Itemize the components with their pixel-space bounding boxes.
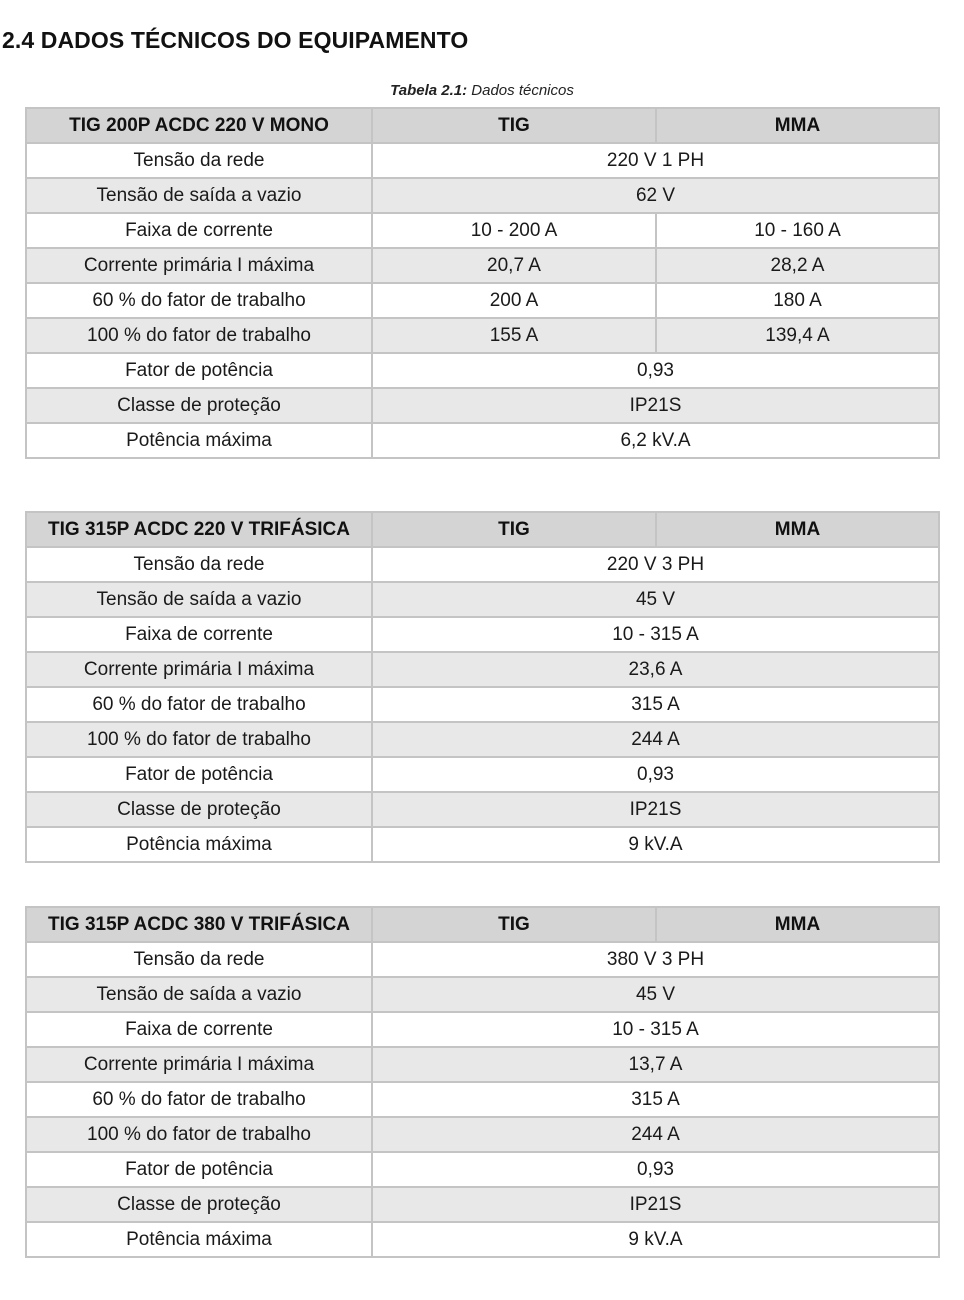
tig-column-header: TIG bbox=[372, 907, 656, 942]
row-label: Tensão de saída a vazio bbox=[26, 582, 372, 617]
table-row bbox=[26, 617, 939, 652]
row-value: 315 A bbox=[372, 687, 939, 722]
row-label: Fator de potência bbox=[26, 1152, 372, 1187]
model-header: TIG 200P ACDC 220 V MONO bbox=[26, 108, 372, 143]
row-label: 100 % do fator de trabalho bbox=[26, 722, 372, 757]
row-value: 244 A bbox=[372, 1117, 939, 1152]
row-label: Faixa de corrente bbox=[26, 213, 372, 248]
row-label: Tensão de saída a vazio bbox=[26, 977, 372, 1012]
row-label: Tensão de saída a vazio bbox=[26, 178, 372, 213]
table-row bbox=[26, 248, 939, 283]
table-row bbox=[26, 143, 939, 178]
table-header-row bbox=[26, 512, 939, 547]
table-row bbox=[26, 827, 939, 862]
mma-column-header: MMA bbox=[656, 907, 939, 942]
row-value: 220 V 3 PH bbox=[372, 547, 939, 582]
row-label: Potência máxima bbox=[26, 423, 372, 458]
row-value-mma: 139,4 A bbox=[656, 318, 939, 353]
table-row bbox=[26, 318, 939, 353]
row-label: Fator de potência bbox=[26, 353, 372, 388]
table-row bbox=[26, 213, 939, 248]
table-row bbox=[26, 178, 939, 213]
table-row bbox=[26, 757, 939, 792]
row-value-mma: 10 - 160 A bbox=[656, 213, 939, 248]
row-label: 100 % do fator de trabalho bbox=[26, 318, 372, 353]
row-label: Fator de potência bbox=[26, 757, 372, 792]
row-label: Tensão da rede bbox=[26, 942, 372, 977]
row-value: 6,2 kV.A bbox=[372, 423, 939, 458]
table-row bbox=[26, 792, 939, 827]
row-value: 9 kV.A bbox=[372, 827, 939, 862]
row-value-tig: 10 - 200 A bbox=[372, 213, 656, 248]
row-value: 45 V bbox=[372, 977, 939, 1012]
row-value: IP21S bbox=[372, 1187, 939, 1222]
table-row bbox=[26, 423, 939, 458]
table-header-row bbox=[26, 108, 939, 143]
row-value: 62 V bbox=[372, 178, 939, 213]
table-row bbox=[26, 652, 939, 687]
table-row bbox=[26, 722, 939, 757]
row-label: Faixa de corrente bbox=[26, 1012, 372, 1047]
row-value-tig: 20,7 A bbox=[372, 248, 656, 283]
table-row bbox=[26, 977, 939, 1012]
spec-table-tig-315p-380v bbox=[25, 906, 940, 1258]
caption-text: Dados técnicos bbox=[467, 82, 574, 99]
table-row bbox=[26, 353, 939, 388]
row-label: 100 % do fator de trabalho bbox=[26, 1117, 372, 1152]
row-label: Potência máxima bbox=[26, 1222, 372, 1257]
table-row bbox=[26, 942, 939, 977]
row-label: Classe de proteção bbox=[26, 1187, 372, 1222]
row-value: IP21S bbox=[372, 792, 939, 827]
row-label: Tensão da rede bbox=[26, 143, 372, 178]
row-value: 9 kV.A bbox=[372, 1222, 939, 1257]
caption-label: Tabela 2.1: bbox=[390, 82, 468, 99]
tig-column-header: TIG bbox=[372, 108, 656, 143]
table-row bbox=[26, 1012, 939, 1047]
table-row bbox=[26, 388, 939, 423]
row-label: 60 % do fator de trabalho bbox=[26, 283, 372, 318]
table-row bbox=[26, 283, 939, 318]
row-value: 244 A bbox=[372, 722, 939, 757]
row-label: Classe de proteção bbox=[26, 792, 372, 827]
spec-table-tig-200p bbox=[25, 107, 940, 459]
table-row bbox=[26, 1082, 939, 1117]
row-value-mma: 28,2 A bbox=[656, 248, 939, 283]
row-value-tig: 200 A bbox=[372, 283, 656, 318]
model-header: TIG 315P ACDC 220 V TRIFÁSICA bbox=[26, 512, 372, 547]
row-value: IP21S bbox=[372, 388, 939, 423]
table-row bbox=[26, 1187, 939, 1222]
row-label: 60 % do fator de trabalho bbox=[26, 687, 372, 722]
table-row bbox=[26, 547, 939, 582]
row-value: 0,93 bbox=[372, 1152, 939, 1187]
row-value: 10 - 315 A bbox=[372, 617, 939, 652]
row-label: Corrente primária I máxima bbox=[26, 248, 372, 283]
table-row bbox=[26, 687, 939, 722]
mma-column-header: MMA bbox=[656, 108, 939, 143]
table-row bbox=[26, 1152, 939, 1187]
row-label: Classe de proteção bbox=[26, 388, 372, 423]
table-row bbox=[26, 1047, 939, 1082]
row-value: 13,7 A bbox=[372, 1047, 939, 1082]
table-caption bbox=[0, 82, 964, 99]
row-label: Corrente primária I máxima bbox=[26, 652, 372, 687]
row-value-mma: 180 A bbox=[656, 283, 939, 318]
row-value: 315 A bbox=[372, 1082, 939, 1117]
row-label: Potência máxima bbox=[26, 827, 372, 862]
row-value-tig: 155 A bbox=[372, 318, 656, 353]
row-value: 220 V 1 PH bbox=[372, 143, 939, 178]
row-value: 45 V bbox=[372, 582, 939, 617]
table-row bbox=[26, 1117, 939, 1152]
section-title: 2.4 DADOS TÉCNICOS DO EQUIPAMENTO bbox=[2, 27, 469, 53]
row-value: 0,93 bbox=[372, 757, 939, 792]
tig-column-header: TIG bbox=[372, 512, 656, 547]
row-value: 23,6 A bbox=[372, 652, 939, 687]
row-value: 10 - 315 A bbox=[372, 1012, 939, 1047]
spec-table-tig-315p-220v bbox=[25, 511, 940, 863]
mma-column-header: MMA bbox=[656, 512, 939, 547]
row-label: Corrente primária I máxima bbox=[26, 1047, 372, 1082]
table-row bbox=[26, 582, 939, 617]
row-label: 60 % do fator de trabalho bbox=[26, 1082, 372, 1117]
row-value: 0,93 bbox=[372, 353, 939, 388]
table-row bbox=[26, 1222, 939, 1257]
row-label: Tensão da rede bbox=[26, 547, 372, 582]
row-value: 380 V 3 PH bbox=[372, 942, 939, 977]
model-header: TIG 315P ACDC 380 V TRIFÁSICA bbox=[26, 907, 372, 942]
row-label: Faixa de corrente bbox=[26, 617, 372, 652]
table-header-row bbox=[26, 907, 939, 942]
